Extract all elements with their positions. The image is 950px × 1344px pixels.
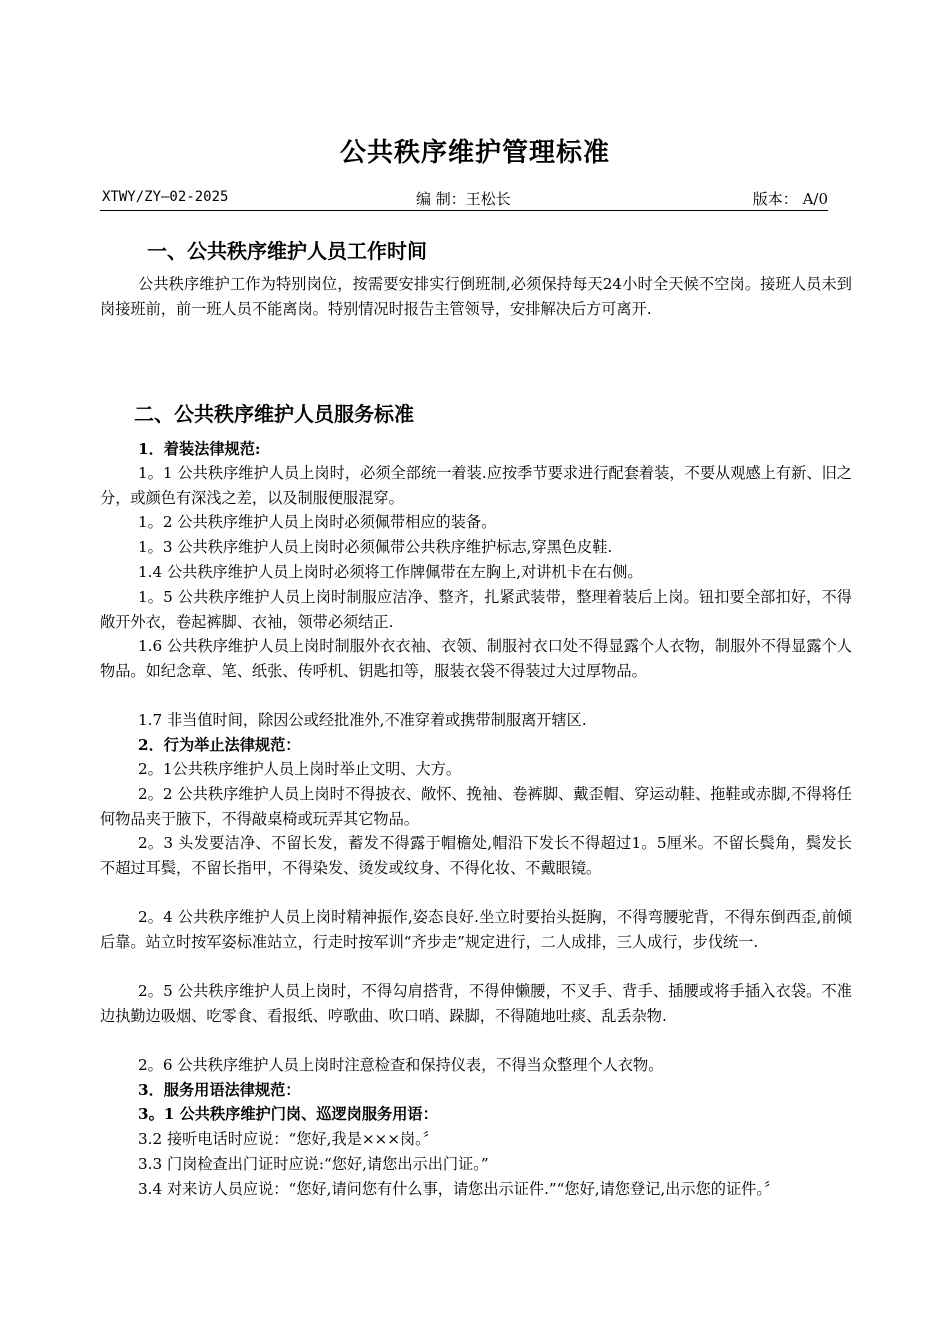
- document-title: 公共秩序维护管理标准: [339, 138, 610, 168]
- paragraph: 1.6 公共秩序维护人员上岗时制服外衣衣袖、衣领、制服衬衣口处不得显露个人衣物，制服外不得显露个人物品。如纪念章、笔、纸张、传呼机、钥匙扣等，服装衣袋不得装过大过厚物品。: [100, 637, 852, 680]
- paragraph: 1。5 公共秩序维护人员上岗时制服应洁净、整齐，扎紧武装带，整理着装后上岗。钮扣要全部扣好，不得敞开外衣，卷起裤脚、衣袖，领带必须结正.: [100, 588, 852, 631]
- paragraph: 3.4 对来访人员应说：“您好,请问您有什么事，请您出示证件.”“您好,请您登记,出示您的证件。〞: [138, 1180, 780, 1198]
- document-code: XTWY/ZY—02-2025: [102, 189, 229, 205]
- document-header: [100, 188, 828, 211]
- paragraph: 公共秩序维护工作为特别岗位，按需要安排实行倒班制,必须保持每天24小时全天候不空岗。接班人员未到岗接班前，前一班人员不能离岗。特别情况时报告主管领导，安排解决后方可离开.: [100, 275, 852, 318]
- paragraph: 1。3 公共秩序维护人员上岗时必须佩带公共秩序维护标志,穿黑色皮鞋.: [138, 538, 613, 556]
- section-heading-1: 一、公共秩序维护人员工作时间: [147, 239, 427, 263]
- subheading-gate-patrol: 3。1 公共秩序维护门岗、巡逻岗服务用语：: [138, 1105, 438, 1123]
- paragraph: 2。5 公共秩序维护人员上岗时，不得勾肩搭背，不得伸懒腰，不叉手、背手、插腰或将手插入衣袋。不准边执勤边吸烟、吃零食、看报纸、哼歌曲、吹口哨、跺脚，不得随地吐痰、乱丢杂物.: [100, 982, 852, 1025]
- paragraph: 2。6 公共秩序维护人员上岗时注意检查和保持仪表，不得当众整理个人衣物。: [138, 1056, 664, 1074]
- paragraph: 2。3 头发要洁净、不留长发，蓄发不得露于帽檐处,帽沿下发长不得超过1。5厘米。不留长鬓角，鬓发长不超过耳鬓，不留长指甲，不得染发、烫发或纹身、不得化妆、不戴眼镜。: [100, 834, 852, 877]
- subheading-behavior: 2．行为举止法律规范：: [138, 736, 301, 754]
- paragraph: 3.3 门岗检查出门证时应说:“您好,请您出示出门证。”: [138, 1155, 489, 1173]
- paragraph: 1。1 公共秩序维护人员上岗时，必须全部统一着装.应按季节要求进行配套着装，不要从观感上有新、旧之分，或颜色有深浅之差，以及制服便服混穿。: [100, 464, 852, 507]
- paragraph: 2。1公共秩序维护人员上岗时举止文明、大方。: [138, 760, 462, 778]
- paragraph: 3.2 接听电话时应说：“您好,我是×××岗。〞: [138, 1130, 438, 1148]
- section-heading-2: 二、公共秩序维护人员服务标准: [134, 402, 414, 426]
- paragraph: 2。2 公共秩序维护人员上岗时不得披衣、敞怀、挽袖、卷裤脚、戴歪帽、穿运动鞋、拖鞋或赤脚,不得将任何物品夹于腋下，不得敲桌椅或玩弄其它物品。: [100, 785, 852, 828]
- paragraph: 1.7 非当值时间，除因公或经批准外,不准穿着或携带制服离开辖区.: [138, 711, 587, 729]
- paragraph: 1.4 公共秩序维护人员上岗时必须将工作牌佩带在左胸上,对讲机卡在右侧。: [138, 563, 643, 581]
- subheading-attire: 1．着装法律规范:: [138, 440, 261, 458]
- document-version: 版本： A/0: [752, 190, 828, 208]
- paragraph: 1。2 公共秩序维护人员上岗时必须佩带相应的装备。: [138, 513, 497, 531]
- paragraph: 2。4 公共秩序维护人员上岗时精神振作,姿态良好.坐立时要抬头挺胸，不得弯腰驼背，不得东倒西歪,前倾后靠。站立时按军姿标准站立，行走时按军训“齐步走”规定进行，二人成排，三人成行，步伐统一.: [100, 908, 852, 951]
- subheading-service-language: 3．服务用语法律规范：: [138, 1081, 301, 1099]
- document-editor: 编 制：王松长: [416, 190, 511, 208]
